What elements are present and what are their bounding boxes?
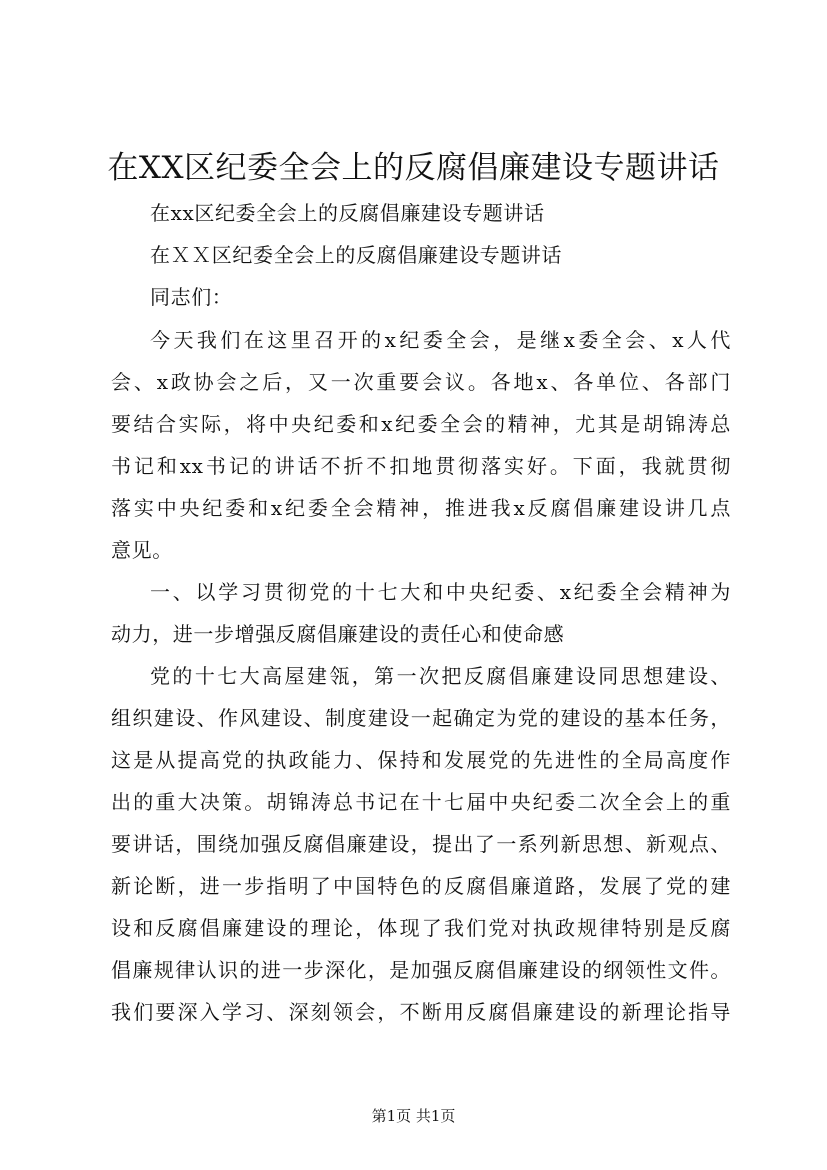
paragraph-line: 我们要深入学习、深刻领会，不断用反腐倡廉建设的新理论指导 [111, 1000, 731, 1024]
paragraph-line: 书记和xx书记的讲话不折不扣地贯彻落实好。下面，我就贯彻 [111, 454, 731, 478]
paragraph-line: 要结合实际，将中央纪委和x纪委全会的精神，尤其是胡锦涛总 [111, 412, 731, 436]
paragraph-line: 意见。 [111, 538, 173, 562]
paragraph-line: 新论断，进一步指明了中国特色的反腐倡廉道路，发展了党的建 [111, 874, 731, 898]
paragraph-line: 要讲话，围绕加强反腐倡廉建设，提出了一系列新思想、新观点、 [111, 832, 731, 856]
paragraph-line: 组织建设、作风建设、制度建设一起确定为党的建设的基本任务， [111, 706, 731, 730]
paragraph-line: 这是从提高党的执政能力、保持和发展党的先进性的全局高度作 [111, 748, 731, 772]
subtitle-line: 在ＸＸ区纪委全会上的反腐倡廉建设专题讲话 [150, 243, 562, 267]
document-title: 在XX区纪委全会上的反腐倡廉建设专题讲话 [107, 150, 720, 186]
paragraph-line: 会、x政协会之后，又一次重要会议。各地x、各单位、各部门 [111, 370, 731, 394]
page-footer: 第1页 共1页 [371, 1107, 456, 1125]
paragraph-line: 党的十七大高屋建瓴，第一次把反腐倡廉建设同思想建设、 [150, 664, 731, 688]
salutation: 同志们： [150, 285, 233, 309]
paragraph-line: 设和反腐倡廉建设的理论，体现了我们党对执政规律特别是反腐 [111, 916, 731, 940]
paragraph-line: 倡廉规律认识的进一步深化，是加强反腐倡廉建设的纲领性文件。 [111, 958, 731, 982]
subtitle-line: 在xx区纪委全会上的反腐倡廉建设专题讲话 [150, 201, 545, 225]
paragraph-line: 今天我们在这里召开的x纪委全会，是继x委全会、x人代 [150, 328, 731, 352]
paragraph-line: 出的重大决策。胡锦涛总书记在十七届中央纪委二次全会上的重 [111, 790, 731, 814]
section-heading-line: 一、以学习贯彻党的十七大和中央纪委、x纪委全会精神为 [150, 580, 731, 604]
paragraph-line: 落实中央纪委和x纪委全会精神，推进我x反腐倡廉建设讲几点 [111, 496, 731, 520]
section-heading-line: 动力，进一步增强反腐倡廉建设的责任心和使命感 [111, 622, 565, 646]
